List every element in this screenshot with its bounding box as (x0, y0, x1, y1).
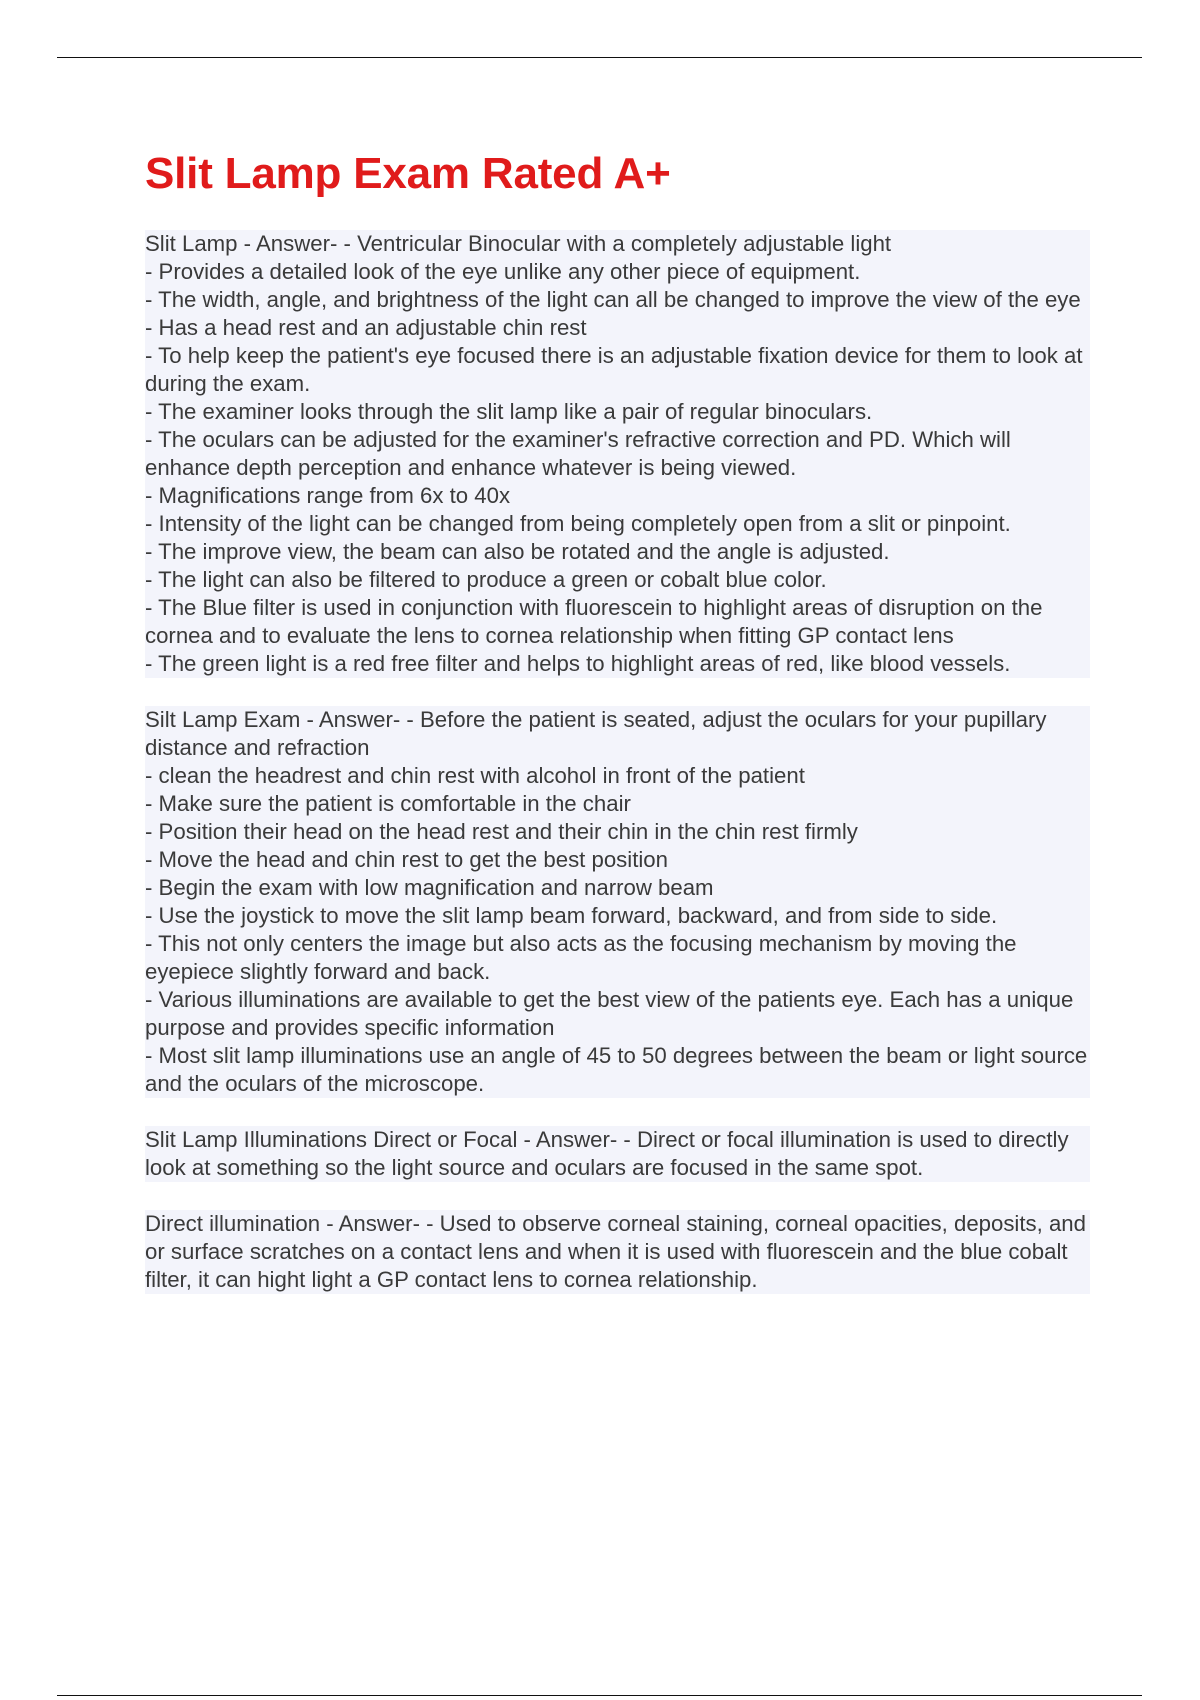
qa-line: - Position their head on the head rest and their chin in the chin rest firmly (145, 818, 1090, 846)
qa-line: - Has a head rest and an adjustable chin rest (145, 314, 1090, 342)
qa-entry-slit-lamp (145, 230, 1090, 678)
qa-line: - Magnifications range from 6x to 40x (145, 482, 1090, 510)
qa-line: - The light can also be filtered to produce a green or cobalt blue color. (145, 566, 1090, 594)
document-title: Slit Lamp Exam Rated A+ (145, 149, 671, 198)
qa-line: - Various illuminations are available to get the best view of the patients eye. Each has a unique purpose and provides specific information (145, 986, 1090, 1042)
qa-list (145, 230, 1090, 1294)
qa-line: - Most slit lamp illuminations use an angle of 45 to 50 degrees between the beam or light source and the oculars of the microscope. (145, 1042, 1090, 1098)
qa-line: - The oculars can be adjusted for the examiner's refractive correction and PD. Which will enhance depth perception and enhance whatever is being viewed. (145, 426, 1090, 482)
qa-line: Slit Lamp - Answer- - Ventricular Binocular with a completely adjustable light (145, 230, 1090, 258)
document-body (145, 138, 1090, 1322)
qa-line: Silt Lamp Exam - Answer- - Before the patient is seated, adjust the oculars for your pupillary distance and refraction (145, 706, 1090, 762)
qa-entry-direct-illumination (145, 1210, 1090, 1294)
qa-line: - The width, angle, and brightness of the light can all be changed to improve the view of the eye (145, 286, 1090, 314)
qa-line: - Begin the exam with low magnification and narrow beam (145, 874, 1090, 902)
qa-line: - The green light is a red free filter and helps to highlight areas of red, like blood vessels. (145, 650, 1090, 678)
qa-line: Slit Lamp Illuminations Direct or Focal - Answer- - Direct or focal illumination is used to directly look at something so the light source and oculars are focused in the same spot. (145, 1126, 1090, 1182)
qa-line: Direct illumination - Answer- - Used to observe corneal staining, corneal opacities, deposits, and or surface scratches on a contact lens and when it is used with fluorescein and the blue cobalt filter, it can hight light a GP contact lens to cornea relationship. (145, 1210, 1090, 1294)
bottom-rule (57, 1695, 1142, 1696)
qa-entry-direct-or-focal (145, 1126, 1090, 1182)
qa-line: - Move the head and chin rest to get the best position (145, 846, 1090, 874)
qa-line: - This not only centers the image but also acts as the focusing mechanism by moving the eyepiece slightly forward and back. (145, 930, 1090, 986)
qa-line: - Intensity of the light can be changed from being completely open from a slit or pinpoint. (145, 510, 1090, 538)
qa-entry-silt-lamp-exam (145, 706, 1090, 1098)
qa-line: - Use the joystick to move the slit lamp beam forward, backward, and from side to side. (145, 902, 1090, 930)
qa-line: - The examiner looks through the slit lamp like a pair of regular binoculars. (145, 398, 1090, 426)
qa-line: - Provides a detailed look of the eye unlike any other piece of equipment. (145, 258, 1090, 286)
qa-line: - Make sure the patient is comfortable in the chair (145, 790, 1090, 818)
top-rule (57, 57, 1142, 58)
qa-line: - The Blue filter is used in conjunction with fluorescein to highlight areas of disruption on the cornea and to evaluate the lens to cornea relationship when fitting GP contact lens (145, 594, 1090, 650)
qa-line: - To help keep the patient's eye focused there is an adjustable fixation device for them to look at during the exam. (145, 342, 1090, 398)
qa-line: - The improve view, the beam can also be rotated and the angle is adjusted. (145, 538, 1090, 566)
qa-line: - clean the headrest and chin rest with alcohol in front of the patient (145, 762, 1090, 790)
